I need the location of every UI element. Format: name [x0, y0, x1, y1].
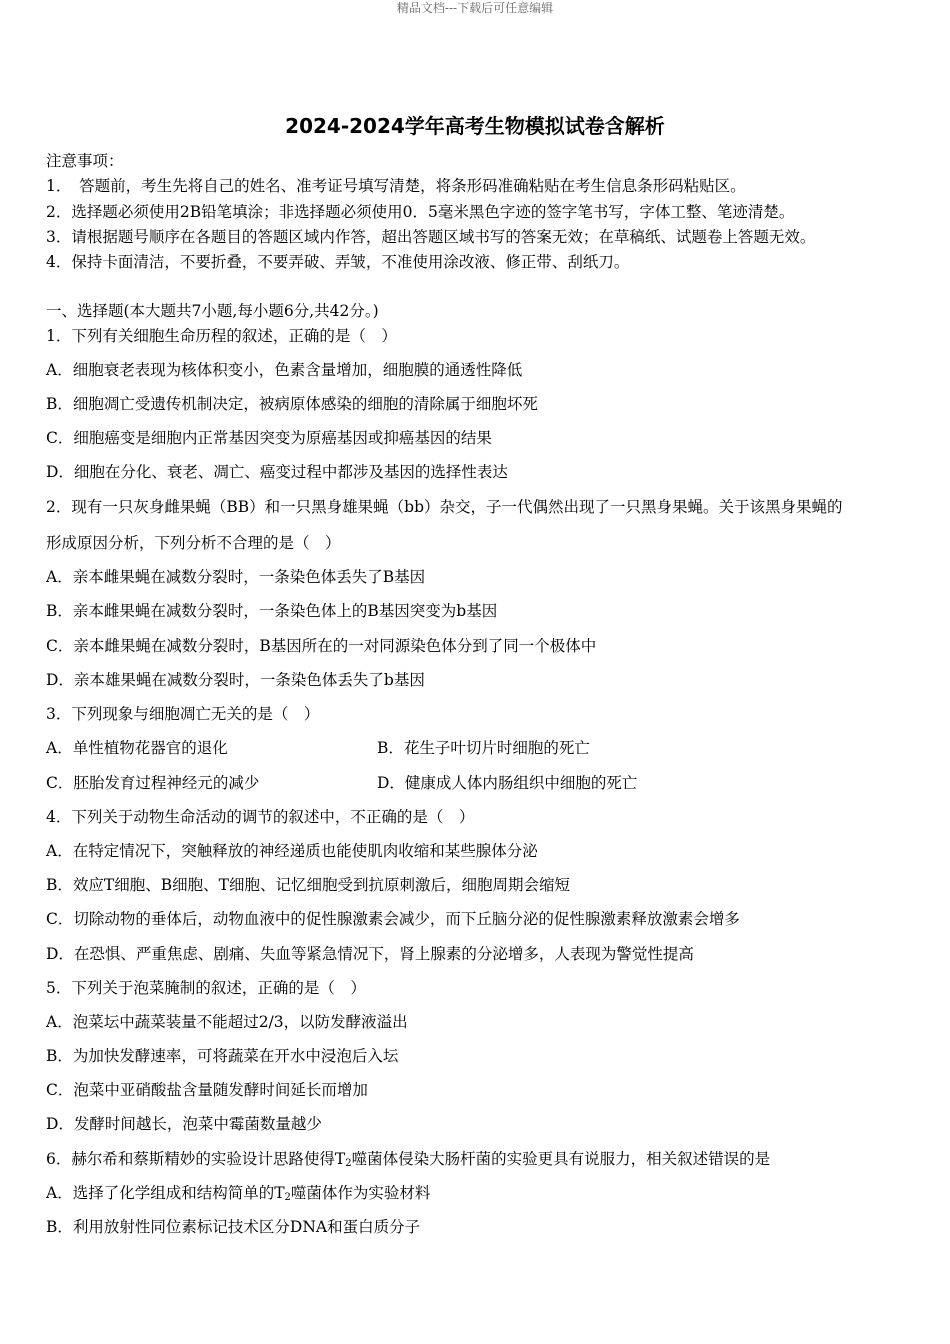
q4-stem: 4．下列关于动物生命活动的调节的叙述中，不正确的是（ ）	[46, 808, 475, 826]
q2-option-d: D．亲本雄果蝇在减数分裂时，一条染色体丢失了b基因	[46, 671, 425, 689]
page-title: 2024-2024学年高考生物模拟试卷含解析	[285, 114, 665, 138]
q4-option-c: C．切除动物的垂体后，动物血液中的促性腺激素会减少，而下丘脑分泌的促性腺激素释放激素会增多	[46, 910, 740, 928]
q6-option-b: B．利用放射性同位素标记技术区分DNA和蛋白质分子	[46, 1218, 421, 1236]
notice-item-4: 4．保持卡面清洁，不要折叠，不要弄破、弄皱，不准使用涂改液、修正带、刮纸刀。	[46, 253, 630, 271]
q1-option-d: D．细胞在分化、衰老、凋亡、癌变过程中都涉及基因的选择性表达	[46, 463, 508, 481]
notice-item-2: 2．选择题必须使用2B铅笔填涂；非选择题必须使用0．5毫米黑色字迹的签字笔书写，字体工整、笔迹清楚。	[46, 203, 795, 221]
q2-stem-line2: 形成原因分析，下列分析不合理的是（ ）	[46, 534, 341, 552]
q1-stem: 1．下列有关细胞生命历程的叙述，正确的是（ ）	[46, 327, 397, 345]
q6-option-a-subscript: 2	[284, 1192, 291, 1203]
page-header: 精品文档---下载后可任意编辑	[396, 1, 554, 15]
notice-heading: 注意事项：	[46, 152, 124, 170]
q5-option-c: C．泡菜中亚硝酸盐含量随发酵时间延长而增加	[46, 1081, 368, 1099]
q6-stem-text-2: 噬菌体侵染大肠杆菌的实验更具有说服力，相关叙述错误的是	[351, 1150, 771, 1168]
q4-option-a: A．在特定情况下，突触释放的神经递质也能使肌肉收缩和某些腺体分泌	[46, 842, 538, 860]
q4-option-d: D．在恐惧、严重焦虑、剧痛、失血等紧急情况下，肾上腺素的分泌增多，人表现为警觉性提高	[46, 945, 694, 963]
q6-stem-subscript: 2	[345, 1158, 352, 1169]
q5-option-b: B．为加快发酵速率，可将蔬菜在开水中浸泡后入坛	[46, 1047, 399, 1065]
q3-option-c: C．胚胎发育过程神经元的减少	[46, 774, 260, 792]
q6-option-a	[46, 1183, 430, 1208]
q6-stem-text-1: 6．赫尔希和蔡斯精妙的实验设计思路使得T	[46, 1150, 346, 1168]
q5-stem: 5．下列关于泡菜腌制的叙述，正确的是（ ）	[46, 979, 366, 997]
q2-stem-line1: 2．现有一只灰身雌果蝇（BB）和一只黑身雄果蝇（bb）杂交，子一代偶然出现了一只黑身果蝇。关于该黑身果蝇的	[46, 498, 843, 516]
q2-option-a: A．亲本雌果蝇在减数分裂时，一条染色体丢失了B基因	[46, 568, 426, 586]
q1-option-c: C．细胞癌变是细胞内正常基因突变为原癌基因或抑癌基因的结果	[46, 429, 492, 447]
q6-option-a-text-2: 噬菌体作为实验材料	[290, 1184, 431, 1202]
notice-item-3: 3．请根据题号顺序在各题目的答题区域内作答，超出答题区域书写的答案无效；在草稿纸、试题卷上答题无效。	[46, 228, 816, 246]
q4-option-b: B．效应T细胞、B细胞、T细胞、记忆细胞受到抗原刺激后，细胞周期会缩短	[46, 876, 570, 894]
notice-item-1: 1． 答题前，考生先将自己的姓名、准考证号填写清楚，将条形码准确粘贴在考生信息条形码粘贴区。	[46, 177, 746, 195]
q5-option-a: A．泡菜坛中蔬菜装量不能超过2/3，以防发酵液溢出	[46, 1013, 408, 1031]
q1-option-b: B．细胞凋亡受遗传机制决定，被病原体感染的细胞的清除属于细胞坏死	[46, 395, 538, 413]
q2-option-c: C．亲本雌果蝇在减数分裂时，B基因所在的一对同源染色体分到了同一个极体中	[46, 637, 597, 655]
q2-option-b: B．亲本雌果蝇在减数分裂时，一条染色体上的B基因突变为b基因	[46, 602, 498, 620]
q6-option-a-text-1: A．选择了化学组成和结构简单的T	[46, 1184, 285, 1202]
q6-stem	[46, 1149, 770, 1174]
q5-option-d: D．发酵时间越长，泡菜中霉菌数量越少	[46, 1115, 322, 1133]
q3-stem: 3．下列现象与细胞凋亡无关的是（ ）	[46, 705, 320, 723]
q3-option-a: A．单性植物花器官的退化	[46, 739, 228, 757]
section-heading: 一、选择题(本大题共7小题,每小题6分,共42分。)	[46, 302, 379, 320]
q1-option-a: A．细胞衰老表现为核体积变小，色素含量增加，细胞膜的通透性降低	[46, 361, 523, 379]
q3-option-b: B．花生子叶切片时细胞的死亡	[377, 739, 590, 757]
q3-option-d: D．健康成人体内肠组织中细胞的死亡	[377, 774, 638, 792]
